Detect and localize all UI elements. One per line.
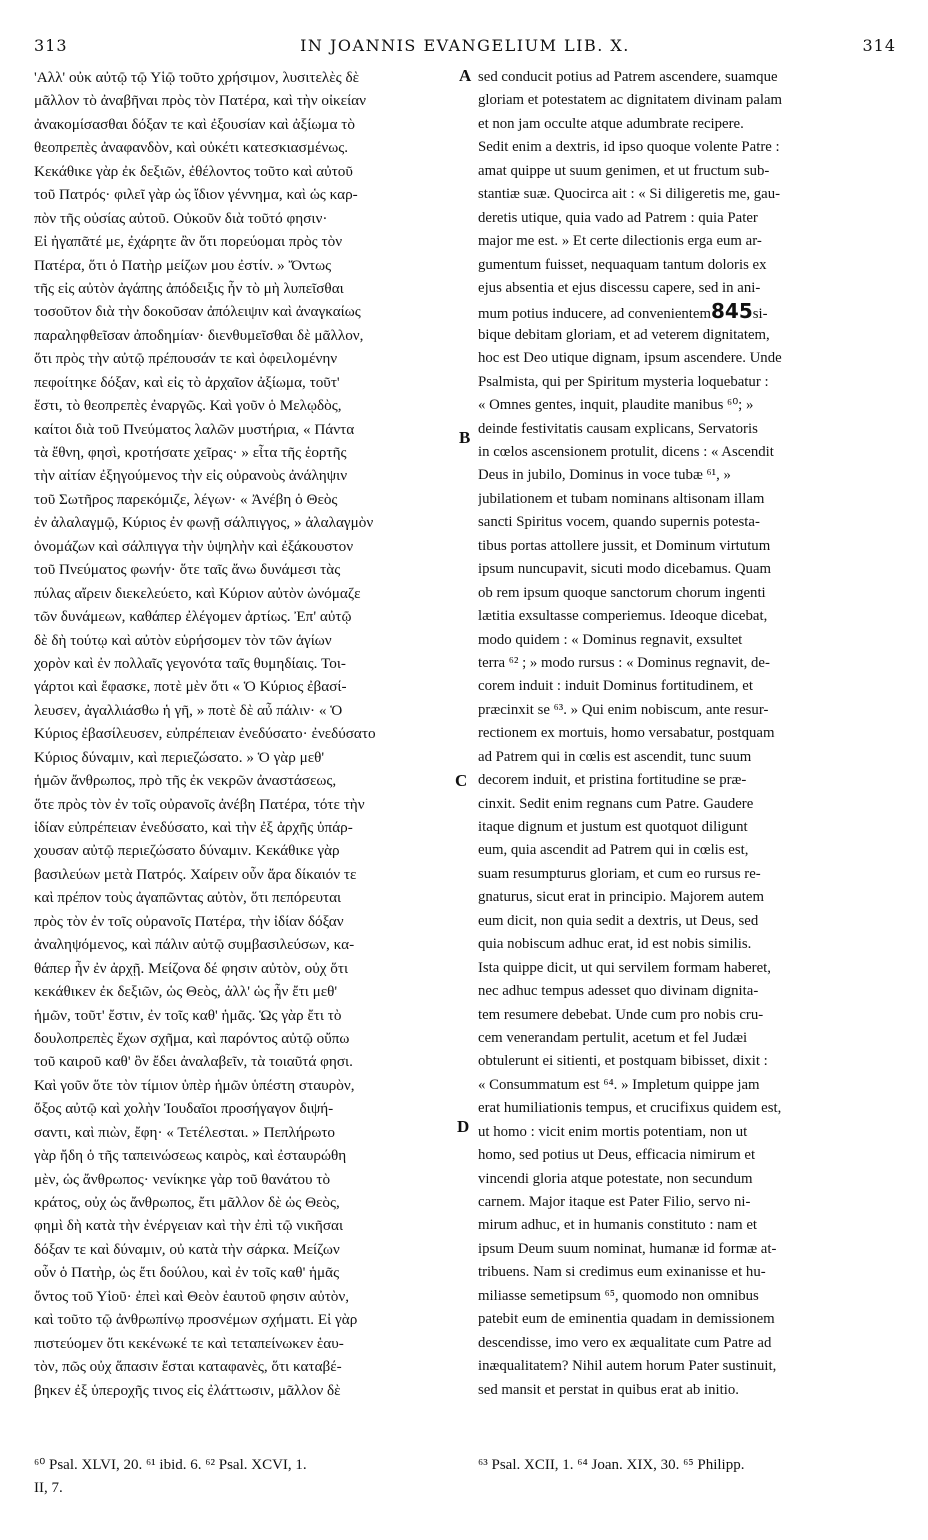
text-line: ἡμῶν, τοῦτ' ἔστιν, ἐν τοῖς καθ' ἡμᾶς. Ὡς γὰρ ἔτι τὸ [34,1006,342,1024]
text-line: θάπερ ἦν ἐν ἀρχῇ. Μείζονα δέ φησιν αὐτὸν, οὐχ ὅτι [34,959,349,977]
text-line: obtulerunt ei sitienti, et postquam bibisset, dixit : [478,1053,768,1070]
text-line: σαντι, καὶ πιὼν, ἔφη· « Τετέλεσται. » Πεπλήρωτο [34,1123,336,1141]
text-line: erat humiliationis tempus, et crucifixus quidem est, [478,1100,782,1117]
text-line: ἀναληψόμενος, καὶ πάλιν αὐτῷ συμβασιλεύσων, κα- [34,936,355,954]
text-line: πὸν τῆς οὐσίας αὐτοῦ. Οὐκοῦν διὰ τοῦτό φησιν· [34,209,328,227]
text-line: ipsum Deum suum nominat, humanæ id formæ at- [478,1240,777,1257]
text-line: gumentum fuisset, nequaquam tantum doloris ex [478,256,767,273]
text-line: Κύριος ἐβασίλευσεν, εὐπρέπειαν ἐνεδύσατο· ἐνεδύσατο [34,725,376,743]
text-line: καὶ πρέπον τοὺς ἀγαπῶντας αὐτὸν, ὅτι πεπόρευται [34,889,342,907]
text-line: homo, sed potius ut Deus, efficacia nimirum et [478,1147,756,1164]
text-line: gnaturus, sicut erat in principio. Majorem autem [478,889,764,906]
text-line: τοῦ Σωτῆρος παρεκόμιζε, λέγων· « Ἀνέβη ὁ Θεὸς [34,490,338,508]
text-line: χουσαν αὐτῷ περιεζώσατο δύναμιν. Κεκάθικε γὰρ [34,842,340,860]
text-line: hoc est Deo utique dignam, ipsum ascendere. Unde [478,350,782,367]
footnote-line: II, 7. [34,1480,63,1496]
text-line: ἀνακομίσασθαι δόξαν τε καὶ ἐξουσίαν καὶ ἀξίωμα τὸ [34,115,355,133]
text-line: sed mansit et perstat in quibus erat ab initio. [478,1381,739,1398]
text-line: vincendi gloria atque potestate, non secundum [478,1170,753,1187]
text-line: τῆς εἰς αὐτὸν ἀγάπης ἀπόδειξις ἦν τὸ μὴ λυπεῖσθαι [34,279,344,297]
text-line: præcinxit se ⁶³. » Qui enim nobiscum, ante resur- [478,701,769,718]
page-marker: 845 [711,300,753,324]
text-line: Κεκάθικε γὰρ ἐκ δεξιῶν, ἐθέλοντος τοῦτο καὶ αὐτοῦ [34,162,353,180]
text-line: τοσοῦτον διὰ τὴν δοκοῦσαν ἀπόλειψιν καὶ ἀναγκαίως [34,303,361,321]
text-line: ὅτι πρὸς τὴν αὐτῷ πρέπουσάν τε καὶ ὀφειλομένην [34,350,338,368]
text-line: Sedit enim a dextris, id ipso quoque volente Patre : [478,139,780,156]
text-line: πύλας αἴρειν διεκελεύετο, καὶ Κύριον αὐτὸν ὠνόμαζε [34,584,361,602]
text-line: ut homo : vicit enim mortis potentiam, non ut [478,1123,748,1140]
text-line: tribuens. Nam si credimus eum exinanisse et hu- [478,1264,766,1281]
text-line: πρὸς τὸν ἐν τοῖς οὐρανοῖς Πατέρα, τὴν ἰδίαν δόξαν [34,912,344,930]
text-line: δὲ δὴ τούτῳ καὶ αὐτὸν εὑρήσομεν τὸν τῶν ἁγίων [34,631,332,649]
text-line: Καὶ γοῦν ὅτε τὸν τίμιον ὑπὲρ ἡμῶν ὑπέστη σταυρὸν, [34,1076,355,1094]
text-line: terra ⁶² ; » modo rursus : « Dominus regnavit, de- [478,654,770,671]
text-line: θεοπρεπὲς ἀναφανδὸν, καὶ οὐκέτι κατεσκιασμένως. [34,139,349,157]
footnotes-right [478,1454,894,1477]
text-line: itaque dignum et justum est quotquot diligunt [478,819,748,835]
text-line: in cœlos ascensionem protulit, dicens : « Ascendit [478,444,774,460]
text-line: Psalmista, qui per Spiritum mysteria loquebatur : [478,373,769,390]
text-line: 'Αλλ' οὐκ αὐτῷ τῷ Υἱῷ τοῦτο χρήσιμον, λυσιτελὲς δὲ [34,69,359,86]
text-line: « Consummatum est ⁶⁴. » Impletum quippe jam [478,1076,760,1093]
text-line: cem venerandam pertulit, acetum et fel Judæi [478,1029,748,1046]
text-line: καίτοι διὰ τοῦ Πνεύματος λαλῶν μυστήρια, « Πάντα [34,420,355,438]
text-line: γάρτοι καὶ ἔφασκε, ποτὲ μὲν ὅτι « Ὁ Κύριος ἐβασί- [34,678,347,696]
text-line: eum dicit, non quia sedit a dextris, ut Deus, sed [478,912,759,929]
text-line: major me est. » Et certe dilectionis erga eum ar- [478,233,762,250]
text-line: jubilationem et tubam nominans altisonam illam [478,490,765,507]
text-line: stantiæ suæ. Quocirca ait : « Si diligeretis me, gau- [478,186,781,203]
text-line: tem resumere debebat. Unde cum pro nobis cru- [478,1006,764,1023]
text-line: μᾶλλον τὸ ἀναβῆναι πρὸς τὸν Πατέρα, καὶ τὴν οἰκείαν [34,92,366,110]
text-line: rectionem ex mortuis, homo versabatur, postquam [478,725,775,742]
text-line: μὲν, ὡς ἄνθρωπος· νενίκηκε γὰρ τοῦ θανάτου τὸ [34,1170,331,1188]
text-line: deretis utique, quia vado ad Patrem : quia Pater [478,209,758,226]
text-line: ejus absentia et ejus discessu capere, sed in ani- [478,279,761,296]
greek-column [34,66,454,1402]
text-line: ὅτε πρὸς τὸν ἐν τοῖς οὐρανοῖς ἀνέβη Πατέρα, τότε τὴν [34,795,365,813]
text-line: λευσεν, ἀγαλλιάσθω ἡ γῆ, » ποτὲ δὲ αὖ πάλιν· « Ὁ [34,701,343,719]
text-line: « Omnes gentes, inquit, plaudite manibus ⁶⁰; » [478,397,754,414]
text-line: τὸν, πῶς οὐχ ἅπασιν ἔσται καταφανὲς, ὅτι καταβέ- [34,1358,342,1376]
text-line: mum potius inducere, ad convenientem845si- [478,300,768,324]
text-line: ἡμῶν ἄνθρωπος, πρὸ τῆς ἐκ νεκρῶν ἀναστάσεως, [34,772,337,790]
text-line: τὴν αἰτίαν ἐξηγούμενος τὴν εἰς οὐρανοὺς ἀνάληψιν [34,467,348,485]
page-number-right: 314 [862,36,896,55]
text-line: suam resumpturus gloriam, et cum eo rursus re- [478,865,761,882]
text-line: Εἰ ἠγαπᾶτέ με, ἐχάρητε ἂν ὅτι πορεύομαι πρὸς τὸν [34,233,343,251]
text-line: τὰ ἔθνη, φησὶ, κροτήσατε χεῖρας· » εἶτα τῆς ἑορτῆς [34,444,347,461]
text-line: descendisse, imo vero ex æqualitate cum Patre ad [478,1334,772,1351]
text-line: lætitia exsultasse comperiemus. Ideoque dicebat, [478,608,768,625]
text-line: τοῦ Πνεύματος φωνήν· ὅτε ταῖς ἄνω δυνάμεσι τὰς [34,561,341,579]
text-line: βασιλεύων μετὰ Πατρός. Χαίρειν οὖν ἄρα δίκαιόν τε [34,865,357,883]
text-line: mirum adhuc, et in humanis constituto : nam et [478,1217,758,1234]
text-line: τοῦ Πατρός· φιλεῖ γὰρ ὡς ἴδιον γέννημα, καὶ ὡς καρ- [34,186,358,204]
margin-mark-c: C [455,771,468,790]
text-line: τῶν δυνάμεων, καθάπερ ἐλέγομεν ἀρτίως. Ἐπ' αὐτῷ [34,608,352,626]
footnote-line: ⁶³ Psal. XCII, 1. ⁶⁴ Joan. XIX, 30. ⁶⁵ Philipp. [478,1457,745,1473]
text-line: ὄντος τοῦ Υἱοῦ· ἐπεὶ καὶ Θεὸν ἑαυτοῦ φησιν αὐτὸν, [34,1287,350,1305]
footnotes-left [34,1454,474,1500]
text-line: ob rem ipsum quoque sanctorum chorum ingenti [478,584,766,601]
line-tail: si- [752,306,768,323]
text-line: Deus in jubilo, Dominus in voce tubæ ⁶¹, » [478,467,731,484]
text-line: miliasse semetipsum ⁶⁵, quomodo non omnibus [478,1287,759,1304]
text-line: παραληφθεῖσαν ἀποδημίαν· διενθυμεῖσθαι δὲ μᾶλλον, [34,326,364,344]
text-line: κράτος, οὐχ ὡς ἄνθρωπος, ἔτι μᾶλλον δὲ ὡς Θεὸς, [34,1194,340,1211]
text-line: φημὶ δὴ κατὰ τὴν ἐνέργειαν καὶ τὴν ἐπὶ τῷ νικῆσαι [34,1217,344,1235]
text-line: ad Patrem qui in cœlis est ascendit, tunc suum [478,748,752,765]
running-title: IN JOANNIS EVANGELIUM LIB. X. [300,36,630,55]
text-line: cinxit. Sedit enim regnans cum Patre. Gaudere [478,795,754,812]
text-line: Πατέρα, ὅτι ὁ Πατὴρ μείζων μου ἐστίν. » Ὄντως [34,256,332,274]
text-line: γὰρ ἤδη ὁ τῆς ταπεινώσεως καιρὸς, καὶ ἐσταυρώθη [34,1147,347,1165]
text-line: καὶ τοῦτο τῷ ἀνθρωπίνῳ προσνέμων σχήματι. Εἰ γὰρ [34,1311,358,1329]
text-line: οὖν ὁ Πατὴρ, ὡς ἔτι δούλου, καὶ ἐν τοῖς καθ' ἡμᾶς [34,1264,340,1282]
text-line: quia nobiscum adhuc erat, id est nobis similis. [478,936,752,953]
text-line: πεφοίτηκε δόξαν, καὶ εἰς τὸ ἀρχαῖον ἀξίωμα, τοῦτ' [34,373,340,391]
text-line: ὀνομάζων καὶ σάλπιγγα τὴν ὑψηλὴν καὶ ἐξάκουστον [34,537,354,555]
text-line: Κύριος δύναμιν, καὶ περιεζώσατο. » Ὁ γὰρ μεθ' [34,748,325,766]
text-line: patebit eum de eminentia quadam in demissionem [478,1311,775,1328]
text-line: gloriam et potestatem ac dignitatem divinam palam [478,92,783,109]
margin-mark-a: A [459,66,472,85]
text-line: corem induit : induit Dominus fortitudinem, et [478,678,753,695]
text-line: inæqualitatem? Nihil autem horum Pater sustinuit, [478,1358,777,1375]
text-line: χορὸν καὶ ἐν πολλαῖς γεγονότα ταῖς θυμηδίαις. Τοι- [34,654,346,672]
text-line: bique debitam gloriam, et ad veterem dignitatem, [478,326,770,343]
page-number-left: 313 [34,36,68,55]
text-line: ipsum nuncupavit, sicuti modo dicebamus. Quam [478,561,772,578]
running-header [34,36,896,60]
text-line: βηκεν ἐξ ὑπεροχῆς τινος εἰς ἐλάττωσιν, μᾶλλον δὲ [34,1381,341,1399]
text-line: τοῦ καιροῦ καθ' ὃν ἔδει ἀναλαβεῖν, τὰ τοιαῦτά φησι. [34,1053,353,1071]
text-line: ἔστι, τὸ θεοπρεπὲς ἐναργῶς. Καὶ γοῦν ὁ Μελῳδὸς, [34,397,342,415]
text-line: sancti Spiritus vocem, quando supernis potesta- [478,514,760,531]
margin-mark-b: B [459,428,471,447]
text-line: carnem. Major itaque est Pater Filio, servo ni- [478,1194,751,1210]
text-line: δουλοπρεπὲς ἔχων σχῆμα, καὶ παρόντος αὐτῷ οὔπω [34,1029,350,1047]
text-line: ὄξος αὐτῷ καὶ χολὴν Ἰουδαῖοι προσήγαγον διψή- [34,1100,334,1118]
text-line: ἐν ἀλαλαγμῷ, Κύριος ἐν φωνῇ σάλπιγγος, » ἀλαλαγμὸν [34,514,374,532]
text-line: amat quippe ut suum genimen, et ut fructum sub- [478,162,770,179]
text-line: nec adhuc tempus adesset quo divinam dignita- [478,983,759,1000]
footnote-line: ⁶⁰ Psal. XLVI, 20. ⁶¹ ibid. 6. ⁶² Psal. XCVI, 1. [34,1457,307,1473]
text-line: δόξαν τε καὶ δύναμιν, οὐ κατὰ τὴν σάρκα. Μείζων [34,1240,340,1258]
text-line: Ista quippe dicit, ut qui servilem formam haberet, [478,959,771,976]
text-line: ἰδίαν εὐπρέπειαν ἐνεδύσατο, καὶ τὴν ἐξ ἀρχῆς ὑπάρ- [34,819,353,836]
text-line: deinde festivitatis causam explicans, Servatoris [478,420,758,437]
text-line: πιστεύομεν ὅτι κεκένωκέ τε καὶ τεταπείνωκεν ἑαυ- [34,1334,344,1352]
margin-mark-d: D [457,1117,470,1136]
text-line: modo quidem : « Dominus regnavit, exsultet [478,631,743,648]
text-line: tibus portas attollere jussit, et Dominum virtutum [478,537,771,554]
text-line: sed conducit potius ad Patrem ascendere, suamque [478,69,778,85]
text-line: eum, quia ascendit ad Patrem qui in cœlis est, [478,842,749,859]
text-line: decorem induit, et pristina fortitudine se præ- [478,772,747,789]
text-line: κεκάθικεν ἐκ δεξιῶν, ὡς Θεὸς, ἀλλ' ὡς ἦν ἔτι μεθ' [34,983,338,1001]
latin-column [478,66,894,1402]
text-line: et non jam occulte atque adumbrate recipere. [478,115,744,132]
